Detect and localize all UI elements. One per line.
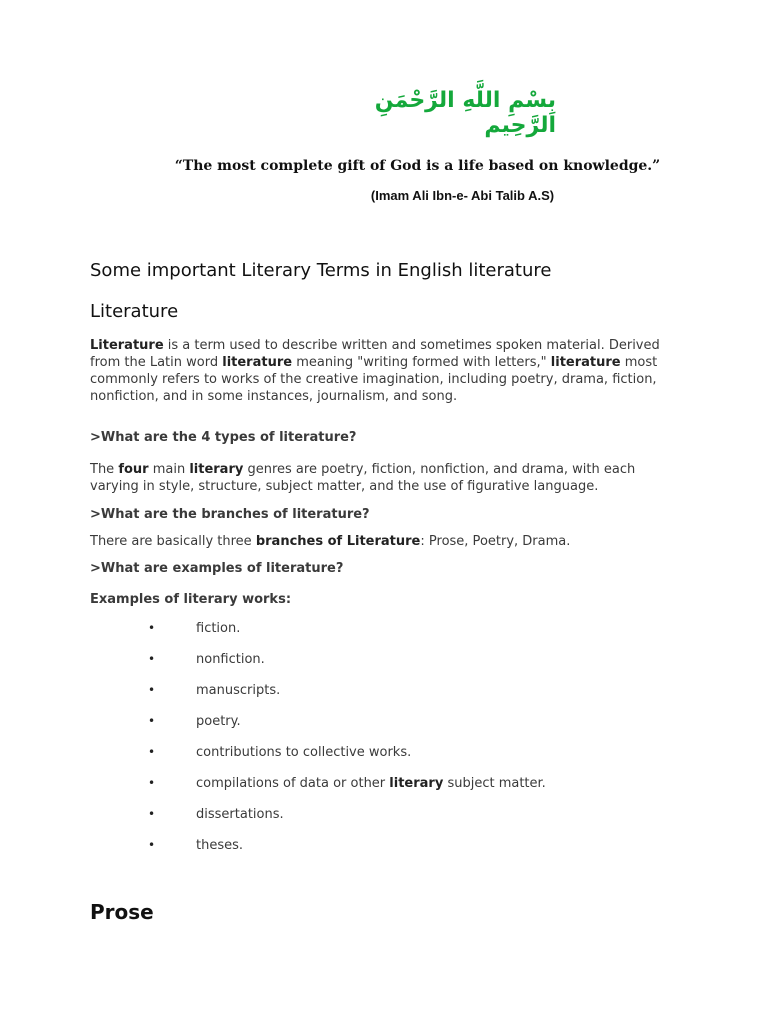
bold-term: branches of Literature xyxy=(255,534,421,549)
list-item-text: contributions to collective works. xyxy=(196,745,412,760)
list-item-text: dissertations. xyxy=(196,807,284,822)
bullet-icon: • xyxy=(148,838,156,852)
bold-term: literature xyxy=(550,355,621,370)
bullet-icon: • xyxy=(148,745,156,759)
list-item xyxy=(0,775,768,806)
list-item xyxy=(0,713,768,744)
list-item-text: fiction. xyxy=(196,621,241,636)
literature-heading: Literature xyxy=(90,301,179,322)
text-run: The xyxy=(90,462,119,477)
question-types: >What are the 4 types of literature? xyxy=(90,430,357,445)
list-item-text: nonfiction. xyxy=(196,652,265,667)
text-run: genres are poetry, fiction, nonfiction, and drama, with each varying in style, structure, subject matter, and the use of figurative language. xyxy=(90,462,636,494)
types-paragraph xyxy=(90,461,680,495)
list-item-text: poetry. xyxy=(196,714,241,729)
bold-term: four xyxy=(118,462,149,477)
bold-term: literary xyxy=(189,462,244,477)
bold-term: literature xyxy=(222,355,293,370)
quote-text: “The most complete gift of God is a life based on knowledge.” xyxy=(174,158,661,174)
list-item xyxy=(0,806,768,837)
list-item-text: manuscripts. xyxy=(196,683,281,698)
text-run: meaning "writing formed with letters," xyxy=(292,355,551,370)
list-item xyxy=(0,837,768,868)
bullet-icon: • xyxy=(148,714,156,728)
prose-heading: Prose xyxy=(90,900,154,924)
examples-list xyxy=(0,620,768,868)
text-run: most commonly refers to works of the creative imagination, including poetry, drama, fiction, nonfiction, and in some instances, journalism, and song. xyxy=(90,355,658,404)
list-item xyxy=(0,620,768,651)
bullet-icon: • xyxy=(148,652,156,666)
examples-label: Examples of literary works: xyxy=(90,592,292,607)
literature-paragraph xyxy=(90,337,680,405)
text-run: main xyxy=(148,462,190,477)
question-branches: >What are the branches of literature? xyxy=(90,507,370,522)
bold-term: Literature xyxy=(90,338,164,353)
branches-paragraph xyxy=(90,533,680,550)
text-run: is a term used to describe written and sometimes spoken material. Derived from the Latin word xyxy=(90,338,660,370)
bullet-icon: • xyxy=(148,776,156,790)
list-item-text: theses. xyxy=(196,838,244,853)
list-item-text: compilations of data or other literary subject matter. xyxy=(196,776,546,791)
question-examples: >What are examples of literature? xyxy=(90,561,344,576)
bullet-icon: • xyxy=(148,621,156,635)
list-item xyxy=(0,744,768,775)
list-item xyxy=(0,651,768,682)
text-run: : Prose, Poetry, Drama. xyxy=(420,534,571,549)
text-run: There are basically three xyxy=(90,534,256,549)
quote-attribution: (Imam Ali Ibn-e- Abi Talib A.S) xyxy=(370,188,555,203)
bullet-icon: • xyxy=(148,807,156,821)
bismillah-text: بِسْمِ اللَّهِ الرَّحْمَنِ الرَّحِيم xyxy=(374,88,556,138)
list-item xyxy=(0,682,768,713)
bullet-icon: • xyxy=(148,683,156,697)
main-heading: Some important Literary Terms in English literature xyxy=(90,260,552,281)
